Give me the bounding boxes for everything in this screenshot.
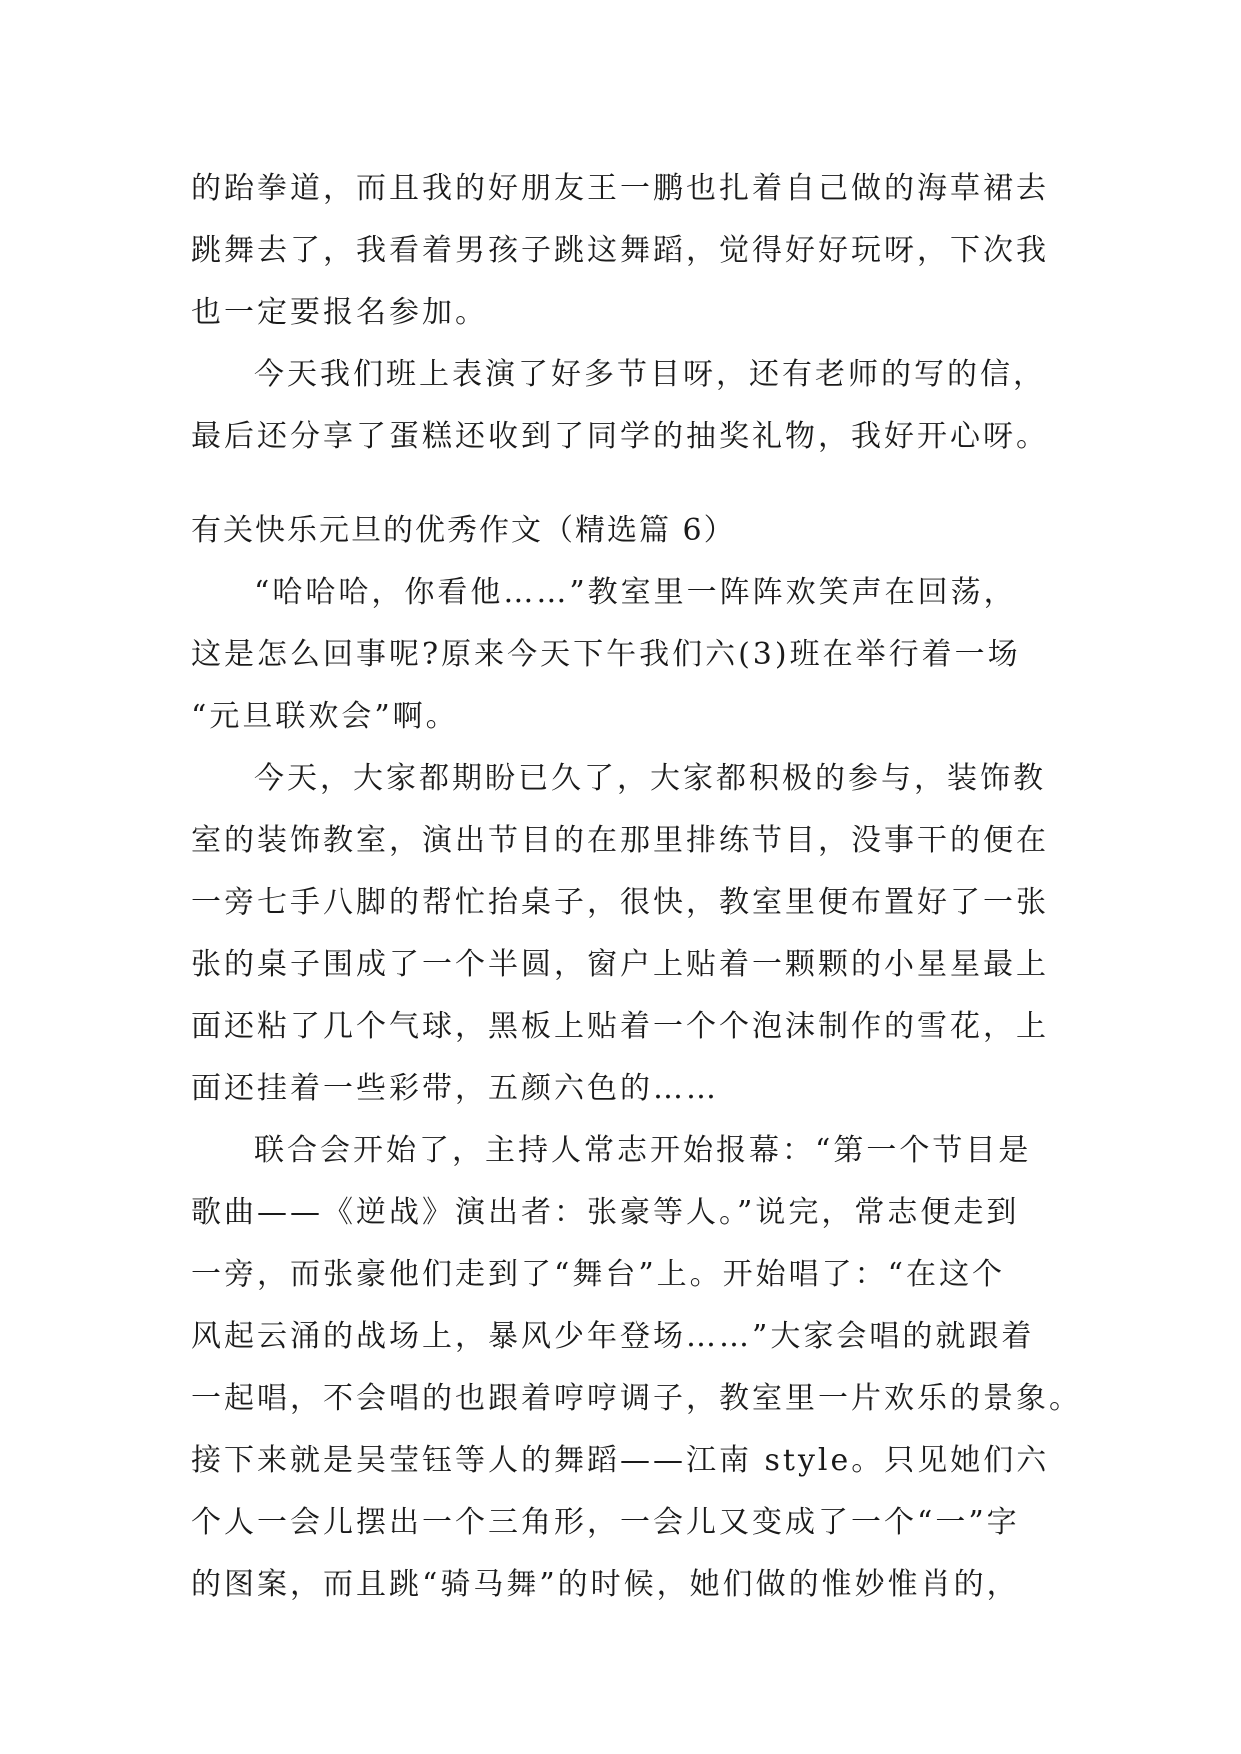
text-line: 的跆拳道，而且我的好朋友王一鹏也扎着自己做的海草裙去 xyxy=(191,171,1049,206)
text-line: 这是怎么回事呢?原来今天下午我们六(3)班在举行着一场 xyxy=(191,637,1021,672)
text-line: 室的装饰教室，演出节目的在那里排练节目，没事干的便在 xyxy=(191,823,1049,858)
text-line: “哈哈哈，你看他……”教室里一阵阵欢笑声在回荡， xyxy=(254,575,1017,610)
text-line: 歌曲——《逆战》演出者：张豪等人。”说完，常志便走到 xyxy=(191,1195,1020,1230)
text-line: 也一定要报名参加。 xyxy=(191,295,488,330)
paragraph xyxy=(191,1120,1082,1616)
text-line: 风起云涌的战场上，暴风少年登场……”大家会唱的就跟着 xyxy=(191,1319,1035,1354)
text-line: 面还粘了几个气球，黑板上贴着一个个泡沫制作的雪花，上 xyxy=(191,1009,1049,1044)
text-line: 跳舞去了，我看着男孩子跳这舞蹈，觉得好好玩呀，下次我 xyxy=(191,233,1049,268)
text-line: 一旁，而张豪他们走到了“舞台”上。开始唱了：“在这个 xyxy=(191,1257,1006,1292)
paragraph xyxy=(191,344,1061,468)
text-line: 个人一会儿摆出一个三角形，一会儿又变成了一个“一”字 xyxy=(191,1505,1020,1540)
section-gap xyxy=(191,468,1061,500)
text-line: 今天，大家都期盼已久了，大家都积极的参与，装饰教 xyxy=(254,761,1046,796)
text-line: 一旁七手八脚的帮忙抬桌子，很快，教室里便布置好了一张 xyxy=(191,885,1049,920)
text-line: 的图案，而且跳“骑马舞”的时候，她们做的惟妙惟肖的， xyxy=(191,1567,1020,1602)
text-line: 今天我们班上表演了好多节目呀，还有老师的写的信， xyxy=(254,357,1046,392)
text-line: “元旦联欢会”啊。 xyxy=(191,699,459,734)
section-heading: 有关快乐元旦的优秀作文（精选篇 6） xyxy=(191,513,736,548)
text-line: 面还挂着一些彩带，五颜六色的…… xyxy=(191,1071,719,1106)
document-body xyxy=(191,158,1082,1616)
text-line: 最后还分享了蛋糕还收到了同学的抽奖礼物，我好开心呀。 xyxy=(191,419,1049,454)
paragraph xyxy=(191,562,1061,748)
paragraph xyxy=(191,748,1061,1120)
text-line: 联合会开始了，主持人常志开始报幕：“第一个节目是 xyxy=(254,1133,1032,1168)
text-line: 张的桌子围成了一个半圆，窗户上贴着一颗颗的小星星最上 xyxy=(191,947,1049,982)
text-line: 接下来就是吴莹钰等人的舞蹈——江南 style。只见她们六 xyxy=(191,1443,1050,1478)
text-line: 一起唱，不会唱的也跟着哼哼调子，教室里一片欢乐的景象。 xyxy=(191,1381,1082,1416)
paragraph xyxy=(191,158,1061,344)
